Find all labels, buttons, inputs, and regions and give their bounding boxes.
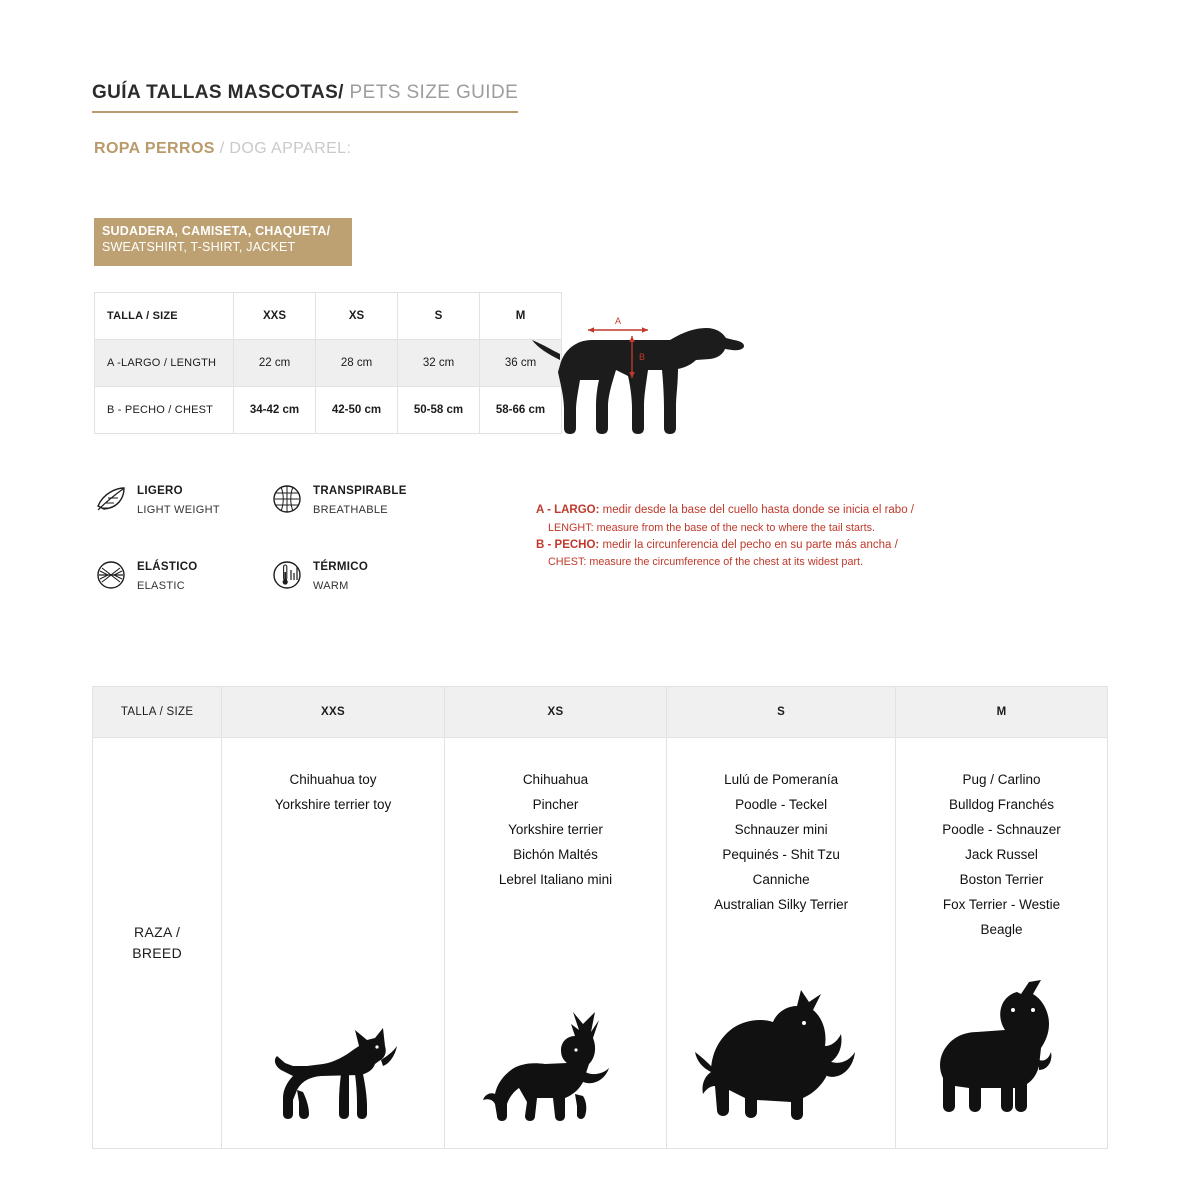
breed-table-header-row [93,687,1108,738]
page-subtitle [94,140,351,158]
breed-item: Schnauzer mini [734,821,828,837]
page-subtitle-main: ROPA PERROS [94,140,215,157]
breed-cell-xs [444,738,666,1149]
breed-list-xxs [228,768,437,818]
table-row [95,387,562,434]
page-subtitle-alt: / DOG APPAREL: [214,140,352,157]
breed-list-m [902,768,1101,943]
breed-list-xs [451,768,660,893]
measurement-table [94,292,562,434]
feature-label-en: ELASTIC [137,580,185,593]
breed-row-label [93,738,222,1149]
breed-item: Jack Russel [965,846,1038,862]
feature-label [137,480,220,518]
breed-row-label-line1: RAZA / [134,924,181,940]
feature-label-en: WARM [313,580,349,593]
feature-label-en: LIGHT WEIGHT [137,504,220,517]
length-xs: 28 cm [316,340,398,387]
breed-table [92,686,1108,1149]
measurement-header-s: S [398,293,480,340]
breed-item: Australian Silky Terrier [714,896,849,912]
dog-measurement-diagram [520,310,820,460]
legend-a-bold: A - LARGO: [536,504,600,516]
row-label-length: A -LARGO / LENGTH [95,340,234,387]
feature-label-es: ELÁSTICO [137,561,198,573]
measurement-header-xxs: XXS [234,293,316,340]
breed-header-m: M [896,687,1108,738]
bulldog-silhouette [902,976,1101,1126]
feature-elastic [94,556,198,594]
legend-a-rest: medir desde la base del cuello hasta donde se inicia el rabo / [599,504,914,516]
feature-label-es: TRANSPIRABLE [313,485,407,497]
breed-item: Canniche [752,871,810,887]
breed-item: Pug / Carlino [962,772,1041,787]
breed-list-s [673,768,889,918]
breed-item: Pincher [532,796,579,812]
legend-b-bold: B - PECHO: [536,538,600,551]
breed-item: Beagle [980,921,1023,937]
breed-item: Lulú de Pomeranía [724,772,839,787]
feature-label-es: TÉRMICO [313,561,369,573]
page-title [92,82,518,113]
breed-cell-s [667,738,896,1149]
leaf-icon [94,482,128,516]
row-label-chest: B - PECHO / CHEST [95,387,234,434]
breed-header-xxs: XXS [222,687,444,738]
feature-label-en: BREATHABLE [313,504,388,517]
breed-item: Pequinés - Shit Tzu [722,846,840,862]
chihuahua-silhouette [228,1016,437,1126]
feature-label-es: LIGERO [137,485,183,497]
breed-item: Chihuahua [522,772,589,787]
banner-line-en: SWEATSHIRT, T-SHIRT, JACKET [102,239,296,254]
breed-item: Bichón Maltés [513,846,598,862]
breed-item: Yorkshire terrier [508,821,603,837]
breed-cell-m [896,738,1108,1149]
diagram-label-b: B [639,352,646,362]
feature-label [313,556,368,594]
chest-s: 50-58 cm [398,387,480,434]
length-m: 36 cm [480,340,562,387]
page-title-main: GUÍA TALLAS MASCOTAS/ [92,82,344,103]
legend-item-a [536,502,1006,537]
page-title-alt: PETS SIZE GUIDE [343,82,519,103]
table-header-row [95,293,562,340]
breed-item: Yorkshire terrier toy [274,796,392,812]
garment-type-banner [94,218,352,266]
feature-label [313,480,407,518]
breed-header-size: TALLA / SIZE [93,687,222,738]
breed-item: Boston Terrier [959,871,1044,887]
chest-m: 58-66 cm [480,387,562,434]
chest-xs: 42-50 cm [316,387,398,434]
breed-header-s: S [667,687,896,738]
legend-b-rest: medir la circunferencia del pecho en su parte más ancha / [599,538,898,551]
breed-item: Poodle - Teckel [735,796,828,812]
legend-b-sub: CHEST: measure the circumference of the chest at its widest part. [548,556,864,569]
legend-item-b [536,537,1006,572]
feature-light-weight [94,480,220,518]
elastic-icon [94,558,128,592]
pomeranian-silhouette [673,986,889,1126]
breed-item: Chihuahua toy [289,772,377,787]
diagram-label-a: A [614,316,622,326]
length-s: 32 cm [398,340,480,387]
measurement-legend [536,502,1006,571]
mesh-icon [270,482,304,516]
breed-item: Bulldog Franchés [949,796,1055,812]
breed-header-xs: XS [444,687,666,738]
breed-item: Fox Terrier - Westie [942,896,1061,912]
papillon-silhouette [451,1006,660,1126]
length-xxs: 22 cm [234,340,316,387]
measurement-header-m: M [480,293,562,340]
feature-warm [270,556,368,594]
measurement-header-size: TALLA / SIZE [95,293,234,340]
thermometer-icon [270,558,304,592]
breed-row-label-line2: BREED [132,945,182,961]
breed-table-wrap [92,686,1108,1149]
table-row [95,340,562,387]
feature-breathable [270,480,407,518]
legend-a-sub: LENGHT: measure from the base of the neck to where the tail starts. [548,521,876,534]
breed-cell-xxs [222,738,444,1149]
chest-xxs: 34-42 cm [234,387,316,434]
measurement-header-xs: XS [316,293,398,340]
banner-line-es: SUDADERA, CAMISETA, CHAQUETA/ [102,224,331,238]
breed-table-row [93,738,1108,1149]
breed-item: Lebrel Italiano mini [498,871,613,887]
feature-label [137,556,198,594]
breed-item: Poodle - Schnauzer [942,821,1061,837]
